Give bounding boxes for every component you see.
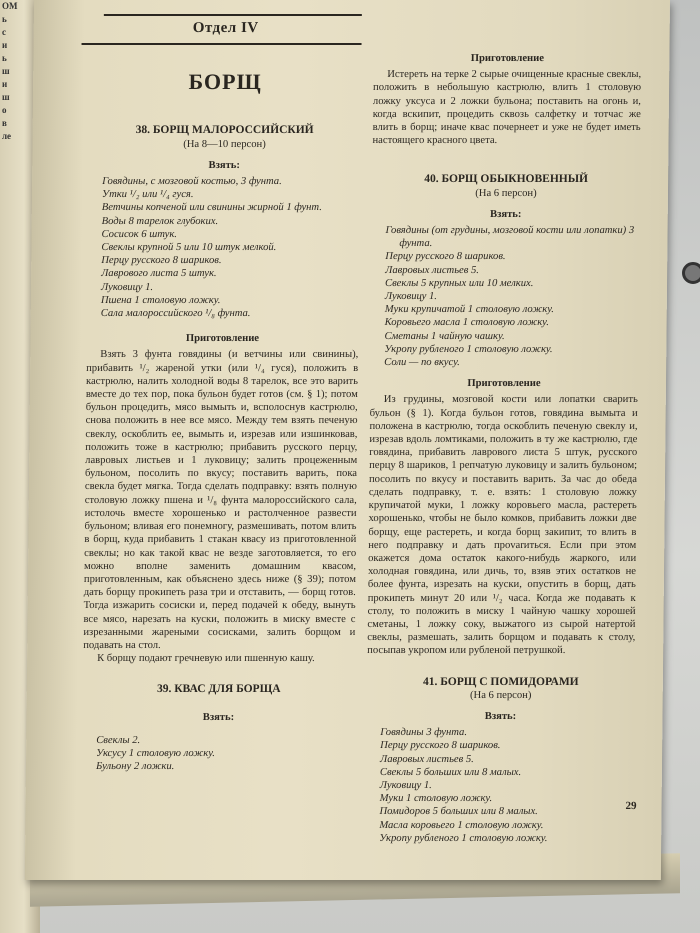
ingredient-item: Ветчины копченой или свинины жирной 1 фунт.	[101, 202, 322, 214]
ingredient-item: Свеклы 5 крупных или 10 мелких.	[384, 277, 534, 289]
ingredient-item: Лаврового листа 5 штук.	[101, 268, 217, 280]
recipe-40-prep-text: Из грудины, мозговой кости или лопатки сварить бульон (§ 1). Когда бульон готов, говядина вымыта и положена в кастрюлю, тогда оскоблить печеную свеклу и, изрезав вдоль ломтиками, положить в ту же кастрюлю, где говядина, прибавить лаврового листа 5 штук, русского перцу 8 шариков, 1 репчатую луковицу и залить бульоном; посолить по вкусу и поставить варить. За час до обеда сделать подправку, т. е. взять: 1 столовую ложку крупичатой муки, 1 ложку коровьего масла, растереть хорошенько, чтобы не было комков, прибавить ложки две борщу, еще растереть, и когда борщ закипит, то влить в него подправку и дать проvarиться. Если при этом окажется дома остаток какого-нибудь жаркого, или холодная говядина, или дичь, то, взяв этих остатков не более фунта, изрезать на куски, опустить в борщ, дать прокипеть минут 20 или ¹/₂ часа. Когда же подавать к столу, то положить в миску 1 чайную чашку хорошей сметаны, 1 ложку соку, выжатого из сырой натертой свеклы, размешать, залить борщом и подавать к столу, посыпав укропом или рубленой петрушкой.	[367, 394, 638, 657]
ingredient-item: Луковицу 1.	[379, 779, 432, 791]
left-strip-fragment: в	[2, 118, 7, 128]
recipe-39-take: Взять:	[202, 711, 235, 723]
ingredient-item: Лавровых листьев 5.	[379, 753, 474, 765]
recipe-38-title: 38. БОРЩ МАЛОРОССИЙСКИЙ	[135, 124, 314, 137]
ingredient-item: Соли — по вкусу.	[384, 357, 460, 369]
recipe-41-persons: (На 6 персон)	[469, 689, 532, 701]
recipe-41-ingredients	[379, 726, 637, 845]
ingredient-item: Свеклы 5 больших или 8 малых.	[379, 766, 522, 778]
left-column	[82, 14, 362, 773]
left-strip-fragment: ле	[2, 131, 12, 141]
recipe-40-prep	[367, 393, 638, 657]
left-strip-fragment: и	[2, 40, 8, 50]
ingredient-item: Муки 1 столовую ложку.	[379, 793, 493, 805]
recipe-40-ingredients	[384, 224, 640, 369]
ingredient-item: Перцу русского 8 шариков.	[385, 251, 506, 263]
chapter-title: БОРЩ	[188, 69, 262, 95]
ingredient-item: Укропу рубленого 1 столовую ложку.	[384, 343, 553, 355]
left-strip-fragment: ш	[2, 92, 10, 102]
ingredient-item: Укропу рубленого 1 столовую ложку.	[379, 832, 548, 844]
right-column	[365, 52, 641, 845]
ingredient-item: Говядины, с мозговой костью, 3 фунта.	[102, 176, 282, 188]
recipe-40-title: 40. БОРЩ ОБЫКНОВЕННЫЙ	[424, 173, 589, 186]
ingredient-item: Масла коровьего 1 столовую ложку.	[379, 819, 544, 831]
ingredient-item: Луковицу 1.	[100, 281, 154, 293]
left-page-text	[2, 0, 32, 143]
recipe-40-take: Взять:	[489, 208, 522, 220]
recipe-38-prep-head: Приготовление	[185, 333, 260, 345]
ingredient-item: Сосисок 6 штук.	[101, 228, 178, 240]
recipe-40-persons: (На 6 персон)	[475, 187, 537, 199]
ingredient-item: Воды 8 тарелок глубоких.	[101, 215, 219, 227]
recipe-39-title: 39. КВАС ДЛЯ БОРЩА	[156, 683, 281, 696]
recipe-39-prep-text: Истереть на терке 2 сырые очищенные красные свеклы, положить в небольшую кастрюлю, влить 1 столовую ложку уксуса и 2 ложки бульона; поставить на огонь и, когда вскипит, процедить сквозь салфетку и тотчас же влить в борщ; иначе квас почернеет и уже не будет иметь настоящего красного цвета.	[372, 69, 642, 147]
top-rule	[104, 14, 362, 16]
ingredient-item: Говядины (от грудины, мозговой кости или лопатки) 3 фунта.	[385, 225, 635, 250]
ingredient-item: Говядины 3 фунта.	[380, 727, 468, 739]
ingredient-item: Помидоров 5 больших или 8 малых.	[379, 806, 538, 818]
ingredient-item: Бульону 2 ложки.	[95, 761, 175, 773]
ingredient-item: Лавровых листьев 5.	[385, 264, 480, 276]
ingredient-item: Луковицу 1.	[384, 291, 438, 303]
binder-clip-icon	[682, 262, 700, 284]
recipe-39-prep	[372, 68, 641, 147]
ingredient-item: Перцу русского 8 шариков.	[380, 740, 501, 752]
left-strip-fragment: ь	[2, 53, 7, 63]
left-strip-fragment: ь	[2, 14, 7, 24]
page-number: 29	[625, 800, 637, 812]
recipe-38-prep	[83, 348, 358, 665]
left-strip-fragment: о	[2, 105, 7, 115]
ingredient-item: Коровьего масла 1 столовую ложку.	[384, 317, 549, 329]
recipe-40-prep-head: Приготовление	[467, 378, 541, 390]
recipe-39-prep-head: Приготовление	[470, 53, 545, 64]
left-strip-fragment: с	[2, 27, 6, 37]
recipe-38-prep-para-2: К борщу подают гречневую или пшенную кашу.	[97, 653, 315, 665]
ingredient-item: Перцу русского 8 шариков.	[101, 255, 222, 267]
recipe-41-title: 41. БОРЩ С ПОМИДОРАМИ	[422, 675, 579, 688]
left-strip-fragment: ОМ	[2, 1, 18, 11]
book-page	[25, 0, 670, 880]
ingredient-item: Утки ¹/₂ или ¹/₄ гуся.	[101, 189, 194, 201]
section-title: Отдел IV	[192, 20, 259, 36]
recipe-38-prep-para-1: Взять 3 фунта говядины (и ветчины или свинины), прибавить ¹/₂ жареной утки (или ¹/₄ гуся), положить в кастрюлю, налить холодной воды 8 тарелок, все это варить вместе до тех пор, пока бульон будет готов (см. § 1); потом бульон процедить, мясо вымыть и, всполоснув кастрюлю, снова положить в нее все мясо. Между тем взять печеную свеклу, оскоблить ее, вымыть и, изрезав или изшинковав, положить тоже в кастрюлю; прибавить русского перцу, лавровых листьев и 1 луковицу; залить процеженным бульоном, посолить по вкусу; поставить варить, пока свекла будет мягка. Тогда сделать подправку: взять полную столовую ложку пшена и ¹/₈ фунта малороссийского сала, истолочь вместе хорошенько и растолченное развести бульоном; вливая его понемногу, размешивать, потом влить в борщ, куда прибавить 1 стакан квасу из приготовленной свеклы; но как такой квас не везде заготовляется, то его можно вполне заменить домашним квасом, приготовленным, как объяснено здесь ниже (§ 39); потом дать борщу прокипеть раза три и отставить, — борщ готов. Тогда изжарить сосиски и, перед подачей к обеду, вынуть все мясо, нарезать на куски, положить в миску вместе с изрезанными жареными сосисками, залить борщом и подавать на стол.	[83, 349, 359, 651]
recipe-38-take: Взять:	[208, 159, 241, 171]
ingredient-item: Муки крупичатой 1 столовую ложку.	[384, 304, 554, 316]
recipe-38-ingredients	[101, 175, 361, 320]
recipe-39-ingredients	[96, 734, 354, 774]
recipe-41-take: Взять:	[484, 710, 517, 722]
ingredient-item: Пшена 1 столовую ложку.	[100, 294, 221, 306]
recipe-38-persons: (На 8—10 персон)	[183, 138, 266, 150]
ingredient-item: Свеклы крупной 5 или 10 штук мелкой.	[101, 242, 277, 254]
ingredient-item: Уксусу 1 столовую ложку.	[96, 747, 215, 759]
section-rule	[82, 43, 362, 45]
ingredient-item: Свеклы 2.	[96, 734, 141, 746]
ingredient-item: Сметаны 1 чайную чашку.	[384, 330, 505, 342]
left-strip-fragment: и	[2, 79, 8, 89]
ingredient-item: Сала малороссийского ¹/₈ фунта.	[100, 308, 251, 320]
left-strip-fragment: ш	[2, 66, 10, 76]
